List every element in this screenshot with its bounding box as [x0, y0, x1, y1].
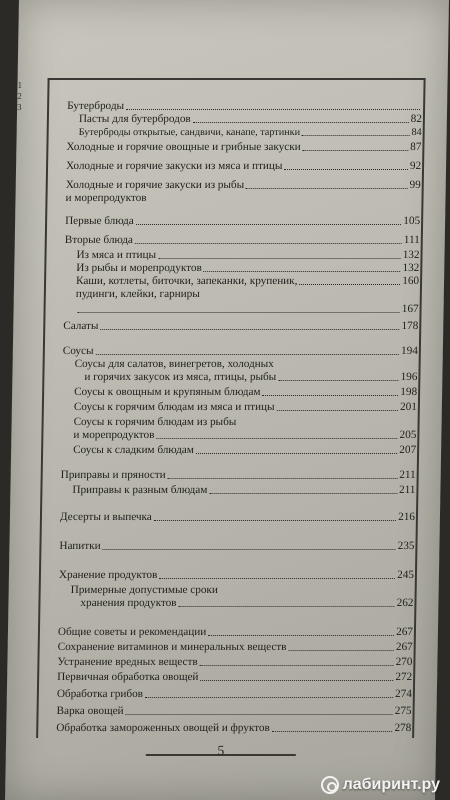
toc-entry [65, 234, 420, 247]
toc-entry-title: Бутерброды [67, 100, 125, 112]
toc-leader-dots [100, 329, 399, 330]
toc-entry [60, 484, 415, 497]
toc-entry-title: Бутерброды открытые, сандвичи, канапе, тартинки [78, 127, 301, 138]
toc-entry [58, 597, 413, 610]
toc-leader-dots [135, 243, 402, 244]
toc-entry-title: и морепродуктов [73, 429, 155, 441]
toc-entry [56, 722, 411, 735]
toc-entry-page: 235 [397, 540, 415, 552]
toc-entry [56, 705, 411, 718]
toc-entry [67, 100, 422, 113]
toc-entry-page: 211 [398, 484, 416, 496]
toc-leader-dots [208, 635, 394, 636]
toc-entry [62, 371, 417, 384]
toc-leader-dots [200, 665, 394, 666]
toc-entry-title: хранения продуктов [80, 597, 177, 609]
toc-entry-page: 105 [403, 215, 421, 227]
toc-entry-page: 267 [395, 641, 413, 653]
toc-entry-title: и морепродуктов [65, 192, 147, 204]
toc-entry-title: и горячих закусок из мяса, птицы, рыбы [84, 371, 277, 383]
toc-entry [64, 249, 419, 262]
toc-entry-page: 278 [394, 722, 412, 734]
toc-entry-page: 211 [399, 469, 416, 481]
toc-leader-dots [158, 258, 401, 259]
toc-leader-dots [196, 453, 397, 454]
toc-entry [64, 275, 419, 288]
toc-entry [61, 469, 416, 482]
toc-leader-dots [272, 731, 393, 732]
toc-entry-page: 111 [403, 234, 420, 246]
toc-leader-dots [278, 380, 398, 381]
toc-entry [66, 179, 421, 192]
toc-entry-page: 132 [402, 249, 420, 261]
toc-entry-page: 194 [400, 345, 418, 357]
toc-entry-title: Десерты и выпечка [59, 511, 152, 523]
toc-entry-page: 267 [396, 626, 414, 638]
toc-entry-page: 275 [394, 705, 412, 717]
toc-entry-title: Примерные допустимые сроки [70, 584, 219, 596]
toc-leader-dots [302, 135, 409, 136]
toc-entry [65, 192, 420, 205]
toc-leader-dots [193, 122, 409, 123]
toc-leader-dots [96, 354, 400, 355]
toc-entry [57, 688, 412, 701]
toc-entry [62, 386, 417, 399]
toc-entry [64, 288, 419, 301]
toc-entry [63, 345, 418, 358]
toc-entry-title: Пасты для бутербродов [78, 113, 191, 125]
toc-entry-page: 272 [395, 671, 413, 683]
toc-entry-title: Холодные и горячие закуски из мяса и птицы [65, 160, 283, 172]
toc-entry [61, 429, 416, 442]
toc-entry-title: Соусы к горячим блюдам из рыбы [73, 416, 237, 428]
toc-leader-dots [159, 578, 395, 579]
toc-entry-page: 132 [402, 262, 420, 274]
toc-entry-page: 196 [400, 371, 418, 383]
toc-entry-title: Соусы к сладким блюдам [73, 444, 194, 456]
toc-entry-title: Общие советы и рекомендации [57, 626, 207, 638]
toc-leader-dots [156, 438, 397, 439]
labyrinth-logo-icon [321, 776, 339, 794]
toc-entry-title: Устранение вредных веществ [57, 656, 198, 668]
toc-entry [61, 416, 416, 429]
toc-entry [62, 401, 417, 414]
toc-entry-title: Приправы к разным блюдам [72, 484, 208, 496]
toc-entry [67, 126, 422, 139]
toc-entry-title: Хранение продуктов [58, 569, 158, 581]
toc-entry [64, 262, 419, 275]
toc-leader-dots [262, 395, 398, 396]
edge-number: 3 [17, 102, 22, 112]
toc-leader-dots [126, 109, 420, 110]
toc-entry-title: Соусы к овощным и крупяным блюдам [74, 386, 261, 398]
toc-entry-title: Напитки [59, 540, 101, 552]
toc-entry-page: 87 [410, 141, 422, 153]
toc-entry [63, 303, 418, 316]
toc-leader-dots [209, 493, 397, 494]
toc-leader-dots [154, 520, 396, 521]
toc-entry-page: 245 [397, 569, 415, 581]
toc-entry-title: Соусы для салатов, винегретов, холодных [74, 358, 274, 370]
edge-number: 1 [17, 80, 23, 90]
toc-entry-page: 201 [399, 401, 417, 413]
toc-entry-page: 198 [400, 386, 418, 398]
toc-leader-dots [126, 714, 393, 715]
toc-entry-title: Первые блюда [65, 215, 134, 227]
toc-entry [57, 656, 412, 669]
toc-entry-page: 207 [399, 444, 417, 456]
toc-entry-title: Первичная обработка овощей [57, 671, 199, 683]
toc-entry-page: 167 [401, 303, 419, 315]
toc-leader-dots [276, 410, 398, 411]
toc-entry-title: Приправы и пряности [60, 469, 166, 481]
toc-entry [57, 671, 412, 684]
toc-entry-title: Холодные и горячие закуски из рыбы [65, 179, 245, 191]
toc-leader-dots [78, 312, 400, 313]
toc-entry [66, 141, 421, 154]
toc-entry-page: 205 [399, 429, 417, 441]
toc-entry [59, 584, 414, 597]
toc-entry-page: 160 [402, 275, 420, 287]
toc-leader-dots [145, 697, 393, 698]
toc-entry [58, 626, 413, 639]
toc-entry-title: Из мяса и птицы [76, 249, 157, 261]
toc-entry-page: 82 [410, 113, 423, 125]
toc-entry-title: Обработка замороженных овощей и фруктов [56, 722, 270, 734]
toc-entry [63, 320, 418, 333]
toc-entry [59, 569, 414, 582]
toc-entry [60, 511, 415, 524]
toc-entry-page: 262 [396, 597, 414, 609]
toc-entry-title: пудинги, клейки, гарниры [75, 288, 200, 300]
toc-entry-page: 84 [411, 127, 422, 138]
toc-leader-dots [136, 224, 402, 225]
toc-entry [65, 215, 420, 228]
toc-entry-page: 216 [398, 511, 416, 523]
toc-entry [67, 113, 422, 126]
book-page [5, 0, 449, 800]
toc-leader-dots [103, 549, 396, 550]
page-number: 5 [217, 744, 225, 759]
toc-entry-page: 99 [409, 179, 421, 191]
toc-entry-title: Соусы [62, 345, 94, 357]
toc-entry-title: Салаты [63, 320, 99, 332]
toc-entry [58, 641, 413, 654]
toc-leader-dots [178, 606, 394, 607]
edge-number: 2 [17, 91, 22, 101]
toc-entry-title: Из рыбы и морепродуктов [76, 262, 202, 274]
toc-entry [63, 358, 418, 371]
toc-leader-dots [204, 271, 401, 272]
toc-entry-title: Сохранение витаминов и минеральных веществ [57, 641, 287, 653]
toc-entry [61, 444, 416, 457]
toc-leader-dots [303, 150, 409, 151]
toc-entry-title: Холодные и горячие овощные и грибные закуски [66, 141, 301, 153]
toc-entry-title: Соусы к горячим блюдам из мяса и птицы [73, 401, 275, 413]
toc-leader-dots [246, 188, 407, 189]
toc-leader-dots [200, 680, 393, 681]
toc-leader-dots [284, 169, 408, 170]
toc-leader-dots [299, 284, 400, 285]
toc-entry-page: 270 [395, 656, 413, 668]
toc-entry-title: Варка овощей [56, 705, 124, 717]
toc-leader-dots [168, 478, 398, 479]
table-of-contents [56, 100, 422, 735]
edge-page-numbers [17, 80, 26, 113]
watermark-text: лабиринт.ру [342, 776, 440, 793]
toc-entry-title: Каши, котлеты, биточки, запеканки, крупеник, [75, 275, 298, 287]
watermark [321, 776, 440, 794]
toc-entry [66, 160, 421, 173]
toc-entry-title: Вторые блюда [64, 234, 134, 246]
toc-entry-page: 274 [394, 688, 412, 700]
toc-entry-page: 92 [409, 160, 422, 172]
toc-entry [59, 540, 414, 553]
toc-leader-dots [288, 650, 393, 651]
toc-entry-title: Обработка грибов [56, 688, 144, 700]
toc-entry-page: 178 [401, 320, 419, 332]
